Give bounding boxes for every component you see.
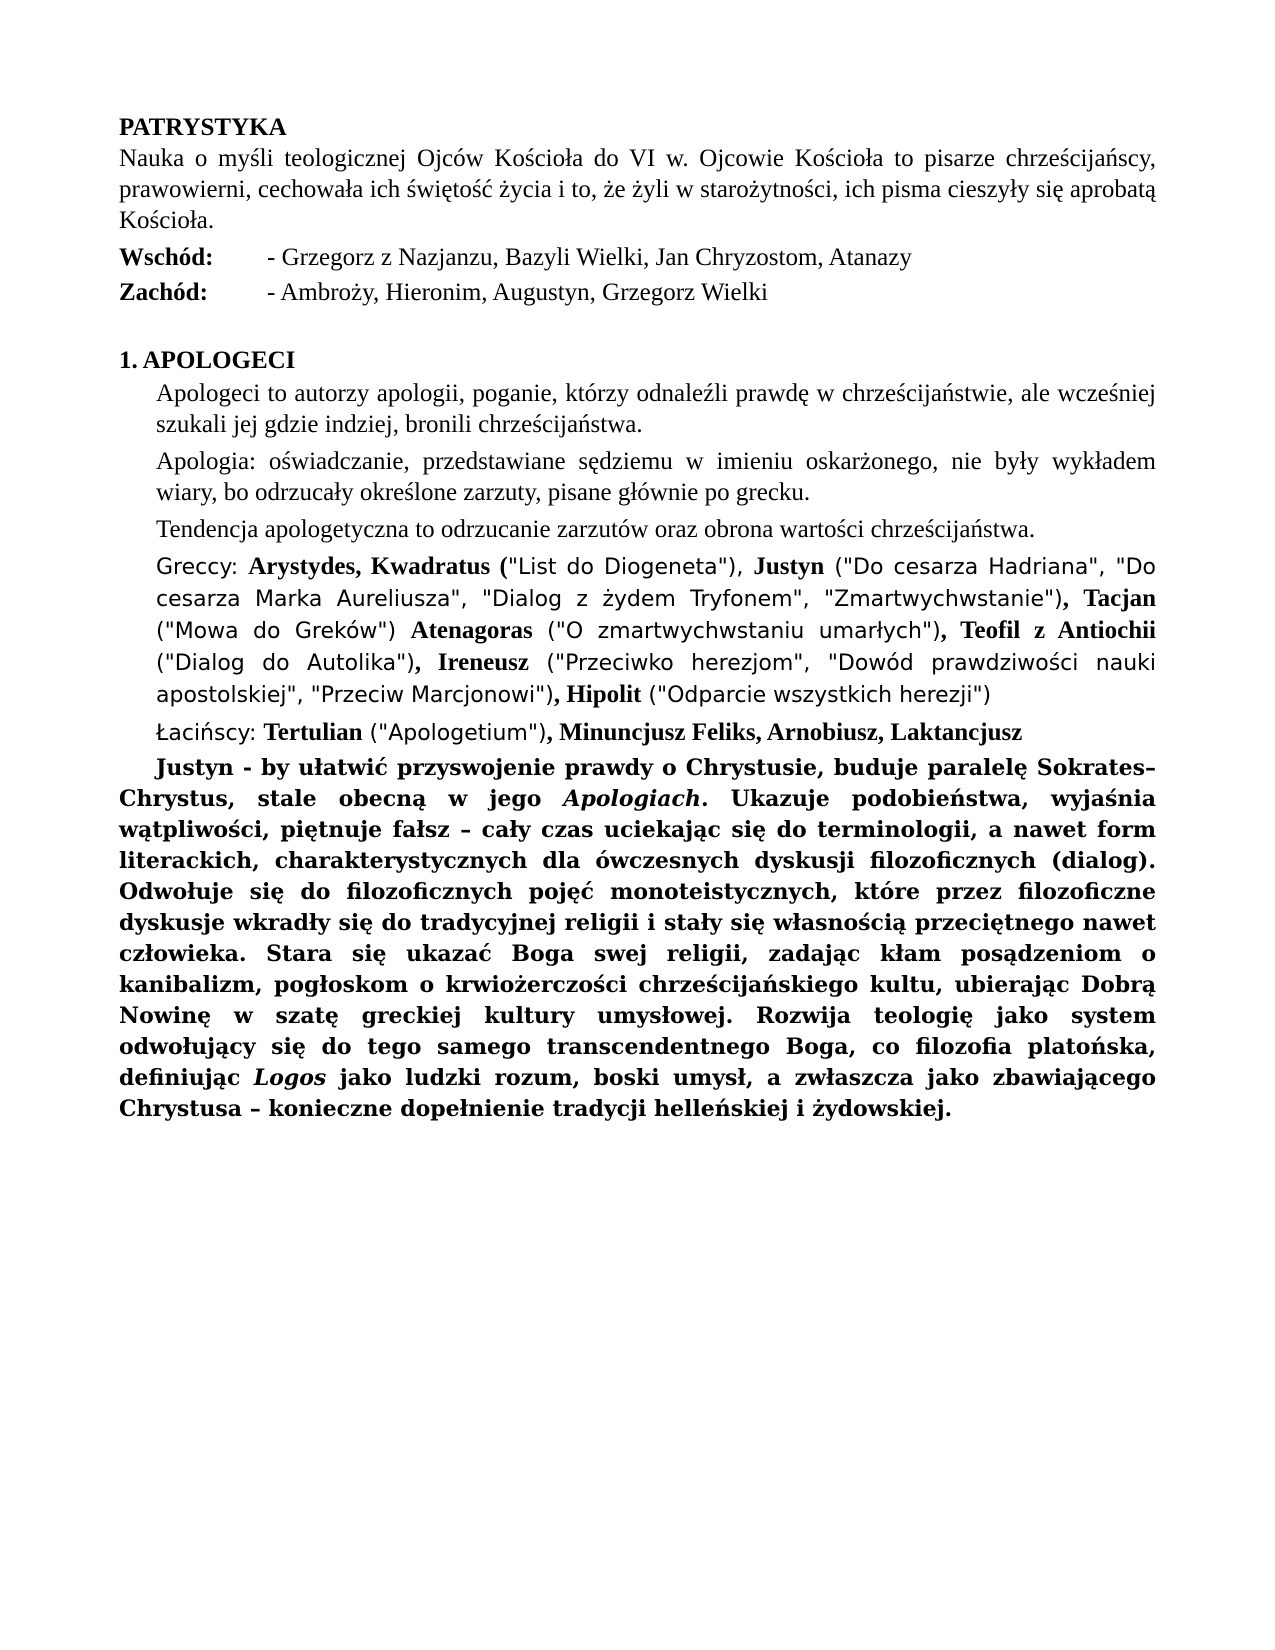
work-teofil: ("Dialog do Autolika") — [156, 651, 415, 676]
author-tacjan: Tacjan — [1083, 585, 1157, 612]
west-row — [119, 277, 1156, 308]
greek-label: Greccy: — [156, 555, 249, 580]
tendency-paragraph: Tendencja apologetyczna to odrzucanie zarzutów oraz obrona wartości chrześcijaństwa. — [156, 516, 1036, 543]
author-hipolit: Hipolit — [566, 681, 642, 708]
page-title: PATRYSTYKA — [119, 114, 287, 141]
intro-paragraph: Nauka o myśli teologicznej Ojców Kościoła do VI w. Ojcowie Kościoła to pisarze chrześcijańscy, prawowierni, cechowała ich świętość życia i to, że żyli w starożytności, ich pisma cieszyły się aprobatą Kościoła. — [119, 145, 1156, 234]
sep: , — [1062, 585, 1069, 612]
works-justyn: ("Do cesarza Hadriana", "Do cesarza Marka Aureliusza", "Dialog z żydem Tryfonem", "Zmartwychwstanie") — [156, 555, 1156, 612]
sep: , — [414, 649, 438, 676]
author-ireneusz: Ireneusz — [437, 649, 529, 676]
sep: , — [355, 553, 371, 580]
east-value: - Grzegorz z Nazjanzu, Bazyli Wielki, Jan Chryzostom, Atanazy — [267, 244, 912, 271]
sep: , — [940, 617, 961, 644]
apologeci-paragraph: Apologeci to autorzy apologii, poganie, którzy odnaleźli prawdę w chrześcijaństwie, ale wcześniej szukali jej gdzie indziej, bronili chrześcijaństwa. — [156, 380, 1156, 438]
author-kwadratus: Kwadratus — [370, 553, 491, 580]
author-teofil: Teofil z Antiochii — [960, 617, 1156, 644]
section-heading: 1. APOLOGECI — [119, 347, 296, 374]
work-atenagoras: ("O zmartwychwstaniu umarłych") — [532, 619, 941, 644]
work-tacjan: ("Mowa do Greków") — [156, 619, 411, 644]
author-justyn: Justyn — [753, 553, 825, 580]
justyn-text-c: jako ludzki rozum, boski umysł, a zwłaszcza jako zbawiającego Chrystusa – konieczne dopełnienie tradycji helleńskiej i żydowskiej. — [119, 1065, 1156, 1122]
justyn-text-b: . Ukazuje podobieństwa, wyjaśnia wątpliwości, piętnuje fałsz – cały czas uciekając się do terminologii, a nawet form literackich, charakterystycznych dla ówczesnych dyskusji filozoficznych (dialog). Odwołuje się do filozoficznych pojęć monoteistycznych, które przez filozoficzne dyskusje wkradły się do tradycyjnej religii i stały się własnością przeciętnego nawet człowieka. Stara się ukazać Boga swej religii, zadając kłam posądzeniom o kanibalizm, pogłoskom o krwiożerczości chrześcijańskiego kultu, ubierając Dobrą Nowinę w szatę greckiej kultury umysłowej. Rozwija teologię jako system odwołujący się do tego samego transcendentnego Boga, co filozofia platońska, definiując — [119, 786, 1156, 1091]
work-tertulian: ("Apologetium") — [362, 721, 547, 746]
sep: , — [553, 681, 567, 708]
latin-label: Łacińscy: — [156, 721, 264, 746]
east-row — [119, 242, 1156, 273]
author-tertulian: Tertulian — [263, 719, 363, 746]
greek-apologists — [119, 551, 1156, 711]
authors-latin-rest: Minuncjusz Feliks, Arnobiusz, Laktancjusz — [559, 719, 1023, 746]
apologia-paragraph: Apologia: oświadczanie, przedstawiane sędziemu w imieniu oskarżonego, nie były wykładem wiary, bo odrzucały określone zarzuty, pisane głównie po grecku. — [156, 448, 1156, 506]
latin-apologists — [119, 717, 1156, 749]
justyn-text-a: Justyn - by ułatwić przyswojenie prawdy o Chrystusie, buduje paralelę Sokrates–Chrystus, stale obecną w jego — [119, 755, 1156, 812]
document-page — [119, 112, 1156, 1147]
works-ireneusz: ("Przeciwko herezjom", "Dowód prawdziwości nauki apostolskiej", "Przeciw Marcjonowi") — [156, 651, 1157, 708]
west-value: - Ambroży, Hieronim, Augustyn, Grzegorz Wielki — [267, 279, 768, 306]
east-label: Wschód: — [119, 244, 214, 271]
west-label: Zachód: — [119, 279, 208, 306]
author-arystydes: Arystydes — [248, 553, 356, 580]
justyn-paragraph — [119, 753, 1156, 1125]
sep: ( — [490, 553, 508, 580]
author-atenagoras: Atenagoras — [410, 617, 533, 644]
work-hipolit: ("Odparcie wszystkich herezji") — [641, 683, 992, 708]
sep: , — [546, 719, 560, 746]
logos-term: Logos — [253, 1065, 327, 1091]
apologiach-title: Apologiach — [563, 786, 701, 812]
work-diogneta: "List do Diogeneta"), — [507, 555, 754, 580]
